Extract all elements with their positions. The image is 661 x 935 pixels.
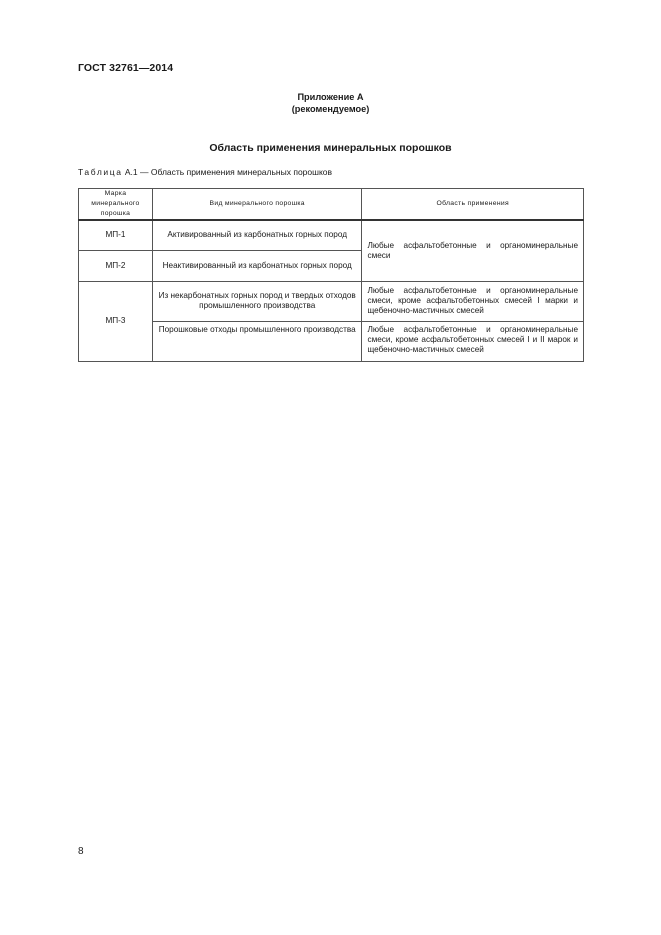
header-type: Вид минерального порошка — [152, 189, 362, 221]
type-cell: Неактивированный из карбонатных горных пород — [152, 250, 362, 281]
appendix-title: Приложение А — [297, 92, 364, 102]
grade-cell: МП-1 — [79, 220, 153, 250]
grade-cell: МП-3 — [79, 281, 153, 361]
type-cell: Порошковые отходы промышленного производства — [152, 321, 362, 361]
appendix-heading — [0, 91, 661, 115]
type-cell: Активированный из карбонатных горных пород — [152, 220, 362, 250]
application-cell: Любые асфальтобетонные и органоминеральные смеси, кроме асфальтобетонных смесей I марки и щебеночно-мастичных смесей — [362, 281, 584, 321]
document-code: ГОСТ 32761—2014 — [78, 62, 174, 74]
table-row — [79, 220, 584, 250]
header-application: Область применения — [362, 189, 584, 221]
appendix-subtitle: (рекомендуемое) — [291, 104, 370, 114]
table-row — [79, 281, 584, 321]
table-caption-label: Таблица — [78, 167, 123, 177]
header-grade: Марка минерального порошка — [79, 189, 153, 221]
type-cell: Из некарбонатных горных пород и твердых отходов промышленного производства — [152, 281, 362, 321]
application-cell: Любые асфальтобетонные и органоминеральные смеси — [362, 220, 584, 281]
page-number: 8 — [78, 846, 84, 857]
grade-cell: МП-2 — [79, 250, 153, 281]
powder-application-table — [78, 188, 584, 362]
table-header-row — [79, 189, 584, 221]
table-row — [79, 321, 584, 361]
section-title: Область применения минеральных порошков — [209, 142, 452, 154]
application-cell: Любые асфальтобетонные и органоминеральные смеси, кроме асфальтобетонных смесей I и II марок и щебеночно-мастичных смесей — [362, 321, 584, 361]
table-caption-text: А.1 — Область применения минеральных порошков — [122, 167, 333, 177]
table-caption — [78, 167, 332, 177]
